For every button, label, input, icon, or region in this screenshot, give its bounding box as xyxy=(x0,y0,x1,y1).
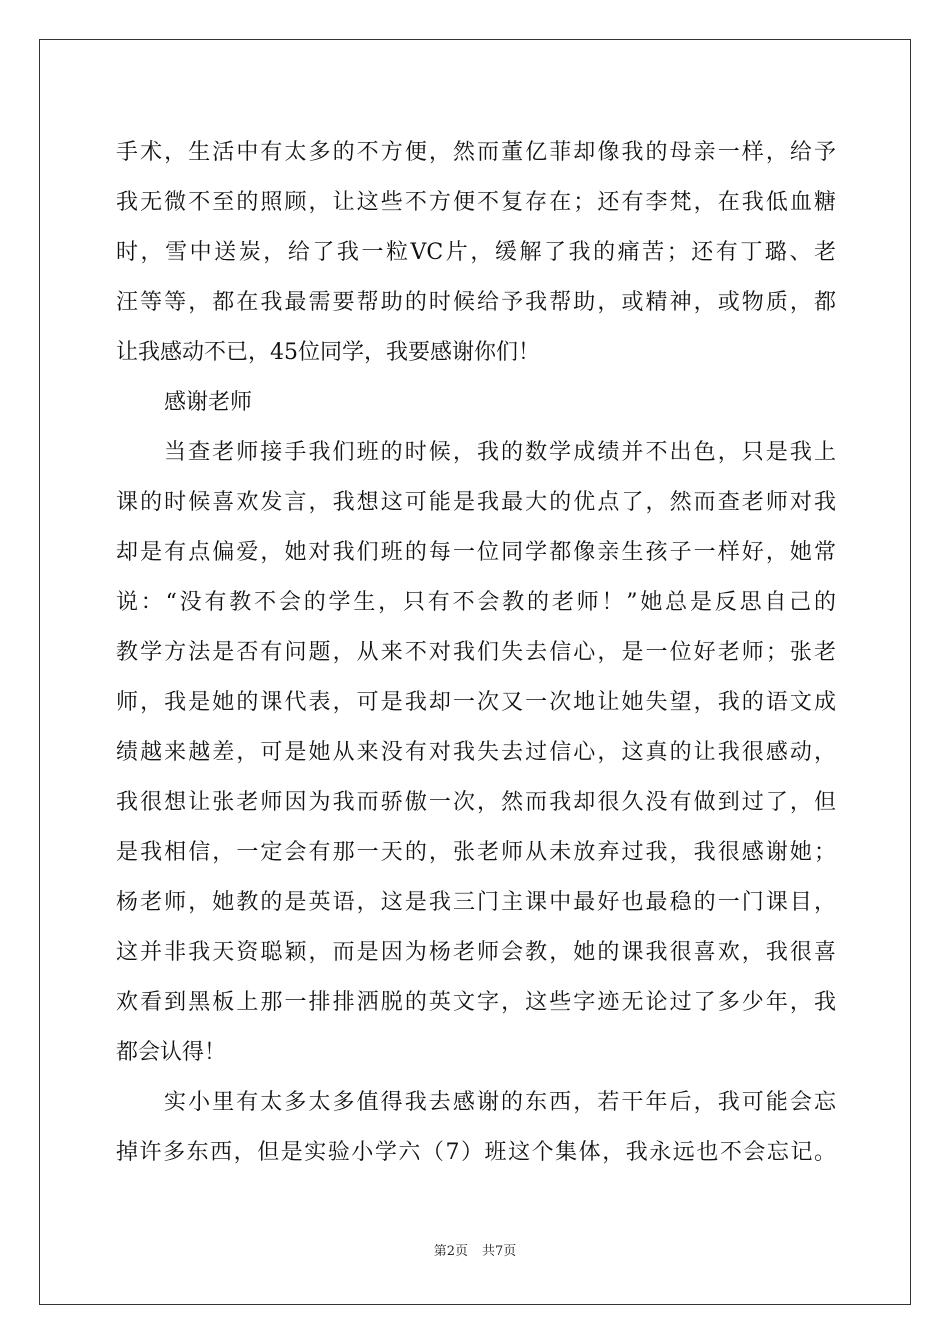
text-line: 欢看到黑板上那一排排洒脱的英文字，这些字迹无论过了多少年，我 xyxy=(116,990,836,1015)
text-line: 掉许多东西，但是实验小学六（7）班这个集体，我永远也不会忘记。 xyxy=(116,1140,836,1165)
text-line: 课的时候喜欢发言，我想这可能是我最大的优点了，然而查老师对我 xyxy=(116,490,836,515)
text-line: 说：“没有教不会的学生，只有不会教的老师！”她总是反思自己的 xyxy=(116,590,836,615)
text-line: 师，我是她的课代表，可是我却一次又一次地让她失望，我的语文成 xyxy=(116,690,836,715)
text-line: 杨老师，她教的是英语，这是我三门主课中最好也最稳的一门课目， xyxy=(116,890,836,915)
text-line: 这并非我天资聪颖，而是因为杨老师会教，她的课我很喜欢，我很喜 xyxy=(116,940,836,965)
page-footer xyxy=(0,1243,950,1261)
text-line: 手术，生活中有太多的不方便，然而董亿菲却像我的母亲一样，给予 xyxy=(116,140,836,165)
text-line: 教学方法是否有问题，从来不对我们失去信心，是一位好老师；张老 xyxy=(116,640,836,665)
document-body xyxy=(116,128,836,1178)
text-line: 汪等等，都在我最需要帮助的时候给予我帮助，或精神，或物质，都 xyxy=(116,290,836,315)
page-total: 共7页 xyxy=(482,1244,517,1259)
page-number: 第2页 xyxy=(433,1244,468,1259)
text-line: 却是有点偏爱，她对我们班的每一位同学都像亲生孩子一样好，她常 xyxy=(116,540,836,565)
text-line: 让我感动不已，45位同学，我要感谢你们！ xyxy=(116,340,540,365)
text-line: 是我相信，一定会有那一天的，张老师从未放弃过我，我很感谢她； xyxy=(116,840,836,865)
text-line: 实小里有太多太多值得我去感谢的东西，若干年后，我可能会忘 xyxy=(164,1090,836,1115)
text-line: 当查老师接手我们班的时候，我的数学成绩并不出色，只是我上 xyxy=(164,440,836,465)
text-line: 我无微不至的照顾，让这些不方便不复存在；还有李梵，在我低血糖 xyxy=(116,190,836,215)
text-line: 绩越来越差，可是她从来没有对我失去过信心，这真的让我很感动， xyxy=(116,740,836,765)
text-line: 我很想让张老师因为我而骄傲一次，然而我却很久没有做到过了，但 xyxy=(116,790,836,815)
text-line: 都会认得！ xyxy=(116,1040,227,1065)
text-line: 感谢老师 xyxy=(164,390,253,415)
text-line: 时，雪中送炭，给了我一粒VC片，缓解了我的痛苦；还有丁璐、老 xyxy=(116,240,836,265)
